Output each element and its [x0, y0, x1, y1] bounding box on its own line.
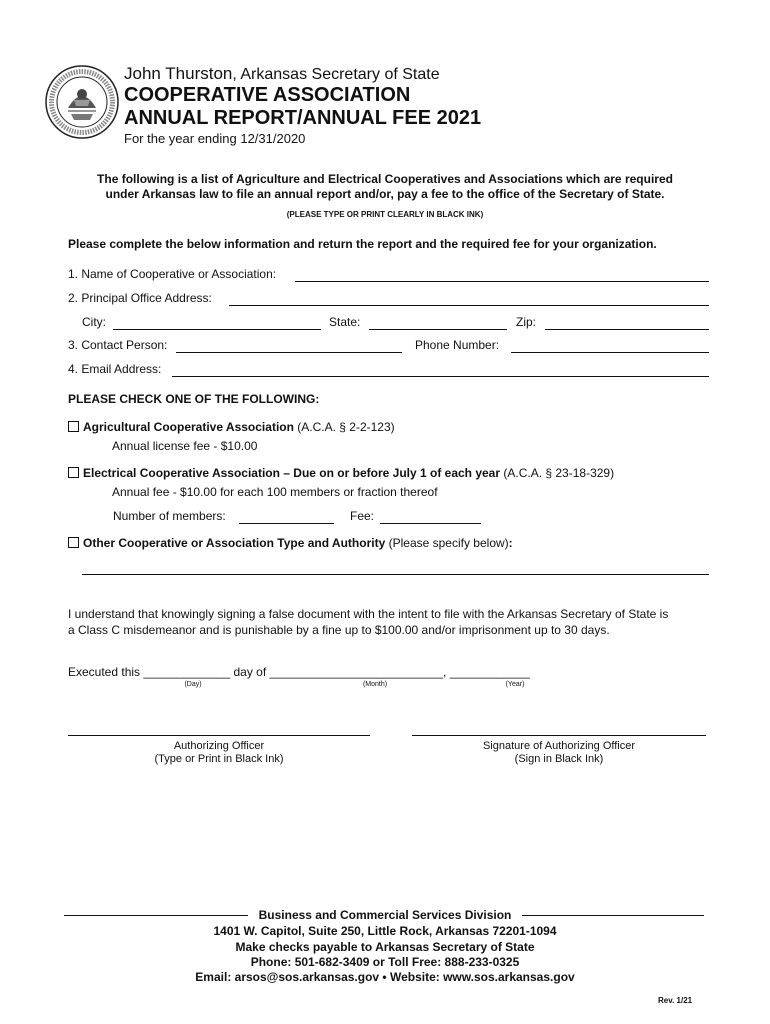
- footer-payable: Make checks payable to Arkansas Secretary of State: [235, 940, 535, 954]
- executed-line[interactable]: Executed this _____________ day of __________________________, ____________: [68, 665, 530, 679]
- agricultural-label: Agricultural Cooperative Association: [83, 420, 294, 434]
- name-input-line[interactable]: [295, 281, 709, 282]
- name-label: 1. Name of Cooperative or Association:: [68, 267, 277, 281]
- intro-line2: under Arkansas law to file an annual report and/or, pay a fee to the office of the Secretary of State.: [105, 187, 665, 201]
- electrical-statute: (A.C.A. § 23-18-329): [500, 466, 615, 480]
- month-caption: (Month): [362, 681, 388, 688]
- phone-label: Phone Number:: [415, 338, 500, 352]
- contact-input-line[interactable]: [176, 352, 402, 353]
- zip-label: Zip:: [516, 315, 537, 329]
- revision-label: Rev. 1/21: [658, 996, 693, 1005]
- option-agricultural[interactable]: [68, 420, 395, 434]
- ink-instruction: (PLEASE TYPE OR PRINT CLEARLY IN BLACK INK): [286, 210, 484, 219]
- members-input-line[interactable]: [239, 523, 334, 524]
- state-input-line[interactable]: [369, 329, 507, 330]
- state-label: State:: [329, 315, 361, 329]
- intro-text: [60, 172, 710, 202]
- other-specify-line[interactable]: [82, 574, 709, 575]
- zip-input-line[interactable]: [545, 329, 709, 330]
- official-title: , Arkansas Secretary of State: [232, 66, 440, 83]
- agricultural-statute: (A.C.A. § 2-2-123): [293, 420, 395, 434]
- option-electrical[interactable]: [68, 466, 614, 480]
- contact-label: 3. Contact Person:: [68, 338, 168, 352]
- complete-instruction: Please complete the below information and return the report and the required fee for your organization.: [68, 237, 657, 251]
- state-seal-logo: [44, 64, 120, 140]
- phone-input-line[interactable]: [511, 352, 709, 353]
- electrical-fee: Annual fee - $10.00 for each 100 members or fraction thereof: [112, 485, 438, 499]
- signature-line[interactable]: [412, 735, 706, 736]
- electrical-label: Electrical Cooperative Association – Due on or before July 1 of each year: [83, 466, 501, 480]
- perjury-statement: [68, 606, 718, 638]
- footer-phone: Phone: 501-682-3409 or Toll Free: 888-233-0325: [250, 955, 520, 969]
- other-label: Other Cooperative or Association Type and Authority: [83, 536, 386, 550]
- officer-name-line[interactable]: [68, 735, 370, 736]
- signature-caption: [412, 740, 706, 766]
- electrical-checkbox[interactable]: [68, 467, 79, 478]
- agricultural-checkbox[interactable]: [68, 421, 79, 432]
- other-colon: :: [508, 536, 513, 550]
- address-input-line[interactable]: [229, 305, 709, 306]
- email-input-line[interactable]: [172, 376, 709, 377]
- footer-division: Business and Commercial Services Division: [258, 908, 512, 922]
- official-name: John Thurston: [124, 64, 233, 83]
- statement-line2: a Class C misdemeanor and is punishable by a fine up to $100.00 and/or imprisonment up to 30 days.: [68, 623, 610, 637]
- footer-email-website: Email: arsos@sos.arkansas.gov • Website: www.sos.arkansas.gov: [195, 970, 575, 984]
- option-other[interactable]: [68, 536, 513, 550]
- email-label: 4. Email Address:: [68, 362, 162, 376]
- check-one-heading: PLEASE CHECK ONE OF THE FOLLOWING:: [68, 392, 320, 406]
- other-instruction: (Please specify below): [385, 536, 509, 550]
- year-ending: For the year ending 12/31/2020: [124, 131, 306, 146]
- city-label: City:: [82, 315, 106, 329]
- intro-line1: The following is a list of Agriculture and Electrical Cooperatives and Associations which are required: [97, 172, 673, 186]
- other-checkbox[interactable]: [68, 537, 79, 548]
- day-caption: (Day): [184, 681, 202, 688]
- fee-input-line[interactable]: [380, 523, 481, 524]
- secretary-of-state-line: [124, 64, 440, 84]
- address-label: 2. Principal Office Address:: [68, 291, 212, 305]
- form-title-line2: ANNUAL REPORT/ANNUAL FEE 2021: [124, 107, 482, 129]
- officer-caption: [68, 740, 370, 766]
- city-input-line[interactable]: [113, 329, 321, 330]
- signature-caption-line1: Signature of Authorizing Officer: [482, 740, 636, 752]
- year-caption: (Year): [505, 681, 525, 688]
- statement-line1: I understand that knowingly signing a false document with the intent to file with the Arkansas Secretary of State is: [68, 607, 669, 621]
- officer-caption-line2: (Type or Print in Black Ink): [154, 753, 284, 765]
- agricultural-fee: Annual license fee - $10.00: [112, 439, 258, 453]
- footer-address: 1401 W. Capitol, Suite 250, Little Rock, Arkansas 72201-1094: [213, 924, 557, 938]
- form-title: [124, 84, 481, 130]
- form-title-line1: COOPERATIVE ASSOCIATION: [124, 84, 411, 106]
- signature-caption-line2: (Sign in Black Ink): [514, 753, 604, 765]
- members-label: Number of members:: [113, 509, 226, 523]
- fee-label: Fee:: [350, 509, 375, 523]
- officer-caption-line1: Authorizing Officer: [173, 740, 265, 752]
